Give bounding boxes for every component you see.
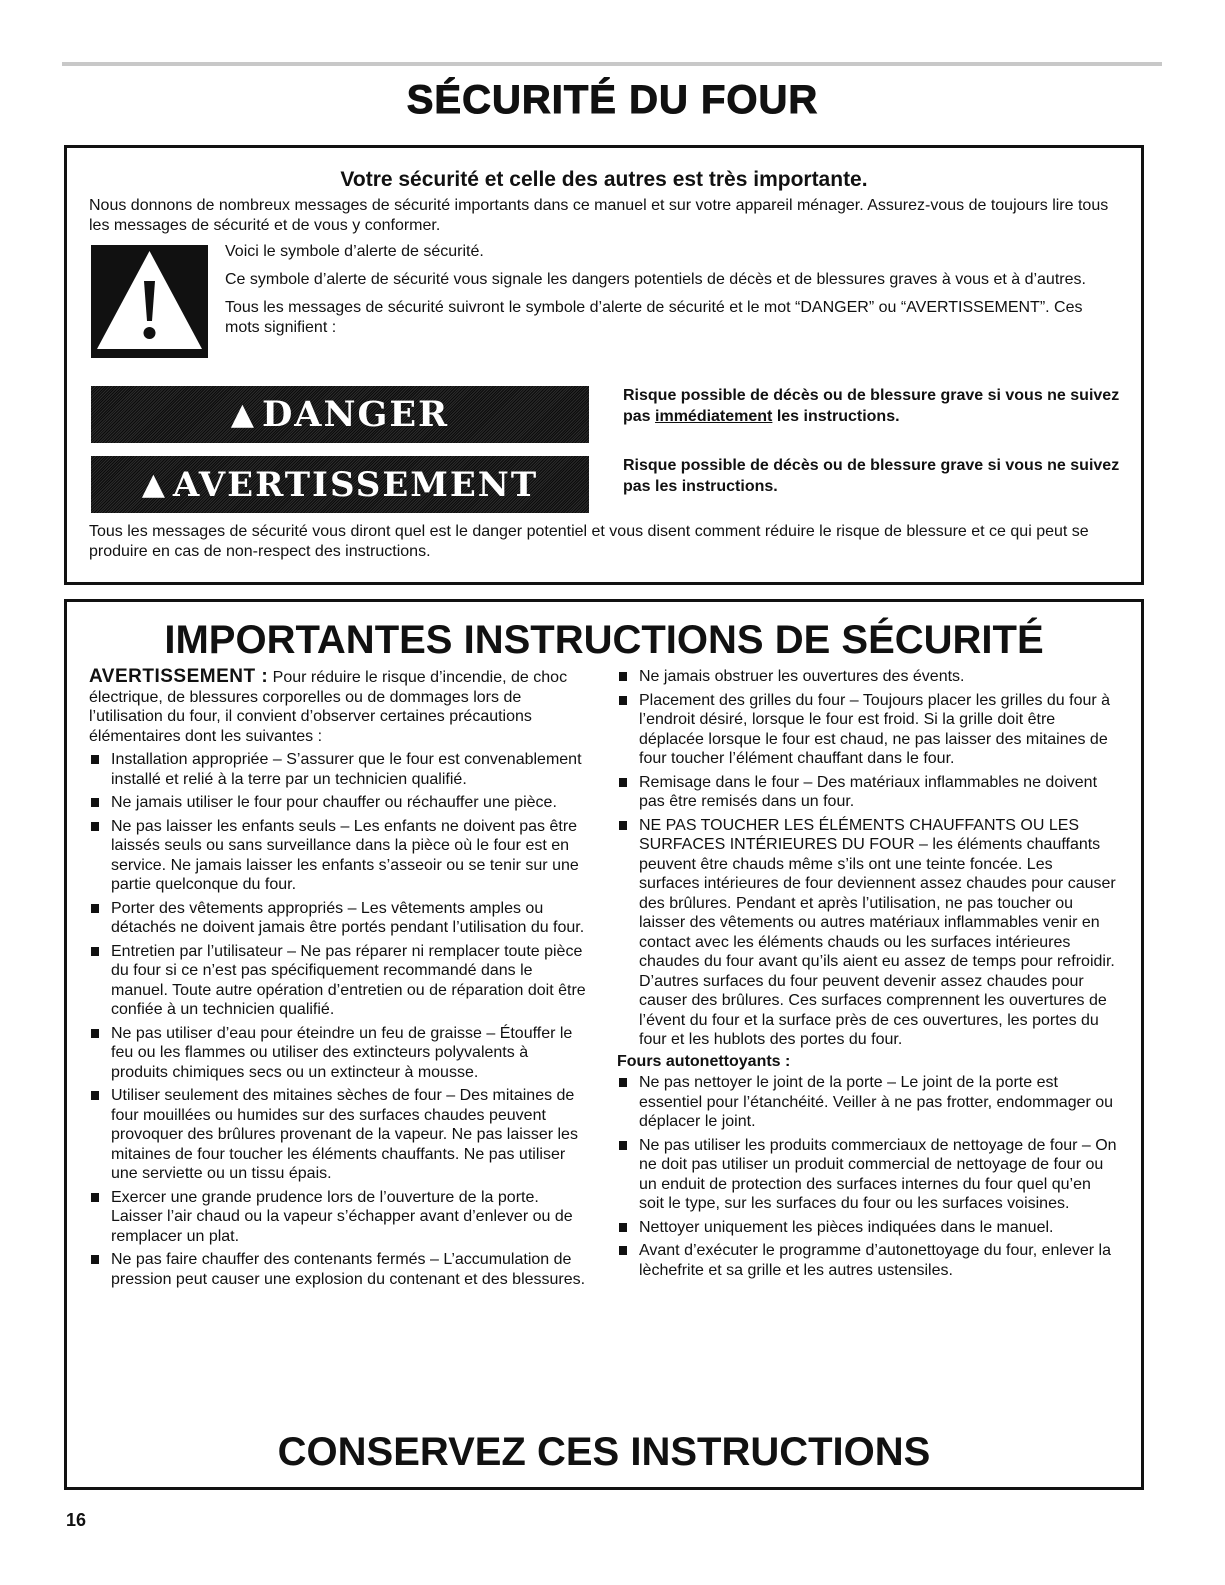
square-bullet-icon	[619, 1223, 627, 1232]
list-item	[617, 773, 1117, 812]
list-item	[89, 1188, 589, 1247]
safety-box-outro: Tous les messages de sécurité vous diront quel est le danger potentiel et vous disent comment réduire le risque de blessure et ce qui peut se produire en cas de non-respect des instructions.	[89, 523, 1089, 560]
important-instructions-box	[64, 599, 1144, 1490]
list-item	[89, 1024, 589, 1083]
list-item	[89, 793, 589, 813]
list-item	[617, 1218, 1117, 1238]
danger-desc-emphasis: immédiatement	[655, 408, 773, 425]
square-bullet-icon	[91, 1193, 99, 1202]
self-clean-label: Fours autonettoyants :	[617, 1052, 791, 1070]
square-bullet-icon	[619, 696, 627, 705]
square-bullet-icon	[91, 755, 99, 764]
list-item-text: Ne pas utiliser d’eau pour éteindre un feu de graisse – Étouffer le feu ou les flammes ou utiliser des extincteurs polyvalents à produits chimiques secs ou un extincteur à mousse.	[111, 1024, 573, 1081]
list-item-text: Ne jamais utiliser le four pour chauffer ou réchauffer une pièce.	[111, 794, 557, 811]
alert-explanations	[225, 242, 1105, 346]
safety-message-box	[64, 145, 1144, 585]
list-item	[89, 899, 589, 938]
list-item	[89, 750, 589, 789]
alert-line: Ce symbole d’alerte de sécurité vous signale les dangers potentiels de décès et de blessures graves à vous et à d’autres.	[225, 271, 1086, 288]
safety-box-intro: Nous donnons de nombreux messages de sécurité importants dans ce manuel et sur votre appareil ménager. Assurez-vous de toujours lire tous les messages de sécurité et de vous y conformer.	[89, 197, 1109, 234]
square-bullet-icon	[91, 947, 99, 956]
square-bullet-icon	[619, 1078, 627, 1087]
left-instructions-list	[89, 750, 589, 1289]
list-item-text: Nettoyer uniquement les pièces indiquées dans le manuel.	[639, 1218, 1054, 1236]
list-item	[617, 816, 1117, 1050]
self-clean-list	[617, 1073, 1117, 1280]
save-instructions-title: CONSERVEZ CES INSTRUCTIONS	[277, 1430, 931, 1474]
warning-triangle-icon: ▲	[230, 397, 256, 432]
instructions-right-column	[617, 667, 1117, 1280]
square-bullet-icon	[91, 1029, 99, 1038]
danger-banner	[91, 386, 589, 443]
list-item	[617, 1241, 1117, 1280]
warning-description: Risque possible de décès ou de blessure grave si vous ne suivez pas les instructions.	[623, 457, 1120, 495]
list-item-text: Exercer une grande prudence lors de l’ouverture de la porte. Laisser l’air chaud ou la vapeur s’échapper avant d’enlever ou de remplacer un plat.	[111, 1188, 573, 1245]
danger-description	[623, 385, 1143, 427]
list-item-text: Remisage dans le four – Des matériaux inflammables ne doivent pas être remisés dans un four.	[639, 773, 1098, 810]
list-item-text: Placement des grilles du four – Toujours placer les grilles du four à l’endroit désiré, lorsque le four est froid. Si la grille doit être déplacée lorsque le four est chaud, ne pas laisser des mitaines de four toucher l’élément chauffant dans le four.	[639, 691, 1111, 767]
list-item	[617, 691, 1117, 769]
warning-lead-paragraph	[89, 667, 589, 746]
list-item-text: Ne pas utiliser les produits commerciaux de nettoyage de four – On ne doit pas utiliser un produit commercial de nettoyage de four ou un enduit de protection des surfaces internes du four quel qu’en soit le type, sur les surfaces du four ou les surfaces voisines.	[639, 1136, 1117, 1212]
list-item	[89, 817, 589, 895]
list-item-text: Utiliser seulement des mitaines sèches de four – Des mitaines de four mouillées ou humides sur des surfaces chaudes peuvent provoquer des brûlures provenant de la vapeur. Ne pas laisser les mitaines de four toucher les éléments chauffants. Ne pas utiliser une serviette ou un tissu épais.	[111, 1087, 578, 1182]
square-bullet-icon	[619, 1141, 627, 1150]
warning-lead-label: AVERTISSEMENT :	[89, 666, 269, 687]
square-bullet-icon	[619, 821, 627, 830]
list-item-text: Installation appropriée – S’assurer que le four est convenablement installé et relié à la terre par un technicien qualifié.	[111, 751, 582, 788]
list-item	[617, 667, 1117, 687]
instructions-title: IMPORTANTES INSTRUCTIONS DE SÉCURITÉ	[164, 618, 1044, 662]
square-bullet-icon	[91, 822, 99, 831]
list-item-text: Ne pas faire chauffer des contenants fermés – L’accumulation de pression peut causer une explosion du contenant et des blessures.	[111, 1251, 586, 1288]
list-item-text: Ne jamais obstruer les ouvertures des évents.	[639, 668, 965, 685]
alert-line: Voici le symbole d’alerte de sécurité.	[225, 243, 484, 260]
list-item	[89, 1250, 589, 1289]
list-item-text: Ne pas laisser les enfants seuls – Les enfants ne doivent pas être laissés seuls ou sans surveillance dans la pièce où le four est en service. Ne jamais laisser les enfants s’asseoir ou se tenir sur une partie quelconque du four.	[111, 817, 579, 893]
list-item-text: Entretien par l’utilisateur – Ne pas réparer ni remplacer toute pièce du four si ce n’est pas spécifiquement recommandé dans le manuel. Toute autre opération d’entretien ou de réparation doit être confiée à un technicien qualifié.	[111, 942, 586, 1018]
instructions-left-column	[89, 667, 589, 1289]
danger-desc-text: Risque possible de décès ou de blessure grave si vous ne suivez pas	[623, 387, 1120, 425]
safety-alert-symbol-icon	[91, 245, 208, 358]
square-bullet-icon	[619, 1246, 627, 1255]
square-bullet-icon	[91, 798, 99, 807]
alert-line: Tous les messages de sécurité suivront le symbole d’alerte de sécurité et le mot “DANGER” ou “AVERTISSEMENT”. Ces mots signifient :	[225, 299, 1083, 336]
page-title: SÉCURITÉ DU FOUR	[406, 78, 819, 122]
list-item-text: NE PAS TOUCHER LES ÉLÉMENTS CHAUFFANTS OU LES SURFACES INTÉRIEURES DU FOUR – les éléments chauffants peuvent être chauds même s’ils ont une teinte foncée. Les surfaces intérieures de four deviennent assez chaudes pour causer des brûlures. Pendant et après l’utilisation, ne pas toucher ou laisser des vêtements ou autres matériaux inflammables venir en contact avec les éléments chauds ou les surfaces intérieures chaudes du four avant qu’ils aient eu assez de temps pour refroidir. D’autres surfaces du four peuvent devenir assez chaudes pour causer des brûlures. Ces surfaces comprennent les ouvertures de l’évent du four et la surface près de ces ouvertures, les portes du four et les hublots des portes du four.	[639, 816, 1116, 1048]
square-bullet-icon	[619, 672, 627, 681]
list-item	[89, 1086, 589, 1184]
warning-triangle-icon: ▲	[141, 467, 167, 502]
page-number: 16	[66, 1510, 87, 1530]
list-item	[89, 942, 589, 1020]
warning-label: AVERTISSEMENT	[172, 464, 539, 505]
right-instructions-list	[617, 667, 1117, 1050]
danger-label: DANGER	[261, 394, 450, 435]
square-bullet-icon	[91, 904, 99, 913]
warning-lead-text: Pour réduire le risque d’incendie, de choc électrique, de blessures corporelles ou de dommages lors de l’utilisation du four, il convient d’observer certaines précautions élémentaires dont les suivantes :	[89, 669, 568, 745]
top-rule	[62, 62, 1162, 66]
list-item-text: Ne pas nettoyer le joint de la porte – Le joint de la porte est essentiel pour l’étanchéité. Veiller à ne pas frotter, endommager ou déplacer le joint.	[639, 1074, 1114, 1130]
square-bullet-icon	[91, 1255, 99, 1264]
list-item	[617, 1136, 1117, 1214]
list-item-text: Avant d’exécuter le programme d’autonettoyage du four, enlever la lèchefrite et sa grille et les autres ustensiles.	[639, 1242, 1111, 1279]
square-bullet-icon	[619, 778, 627, 787]
warning-banner	[91, 456, 589, 513]
square-bullet-icon	[91, 1091, 99, 1100]
safety-box-heading: Votre sécurité et celle des autres est très importante.	[340, 168, 868, 191]
list-item	[617, 1073, 1117, 1132]
danger-desc-text-end: les instructions.	[772, 408, 900, 425]
list-item-text: Porter des vêtements appropriés – Les vêtements amples ou détachés ne doivent jamais être portés pendant l’utilisation du four.	[111, 899, 585, 936]
